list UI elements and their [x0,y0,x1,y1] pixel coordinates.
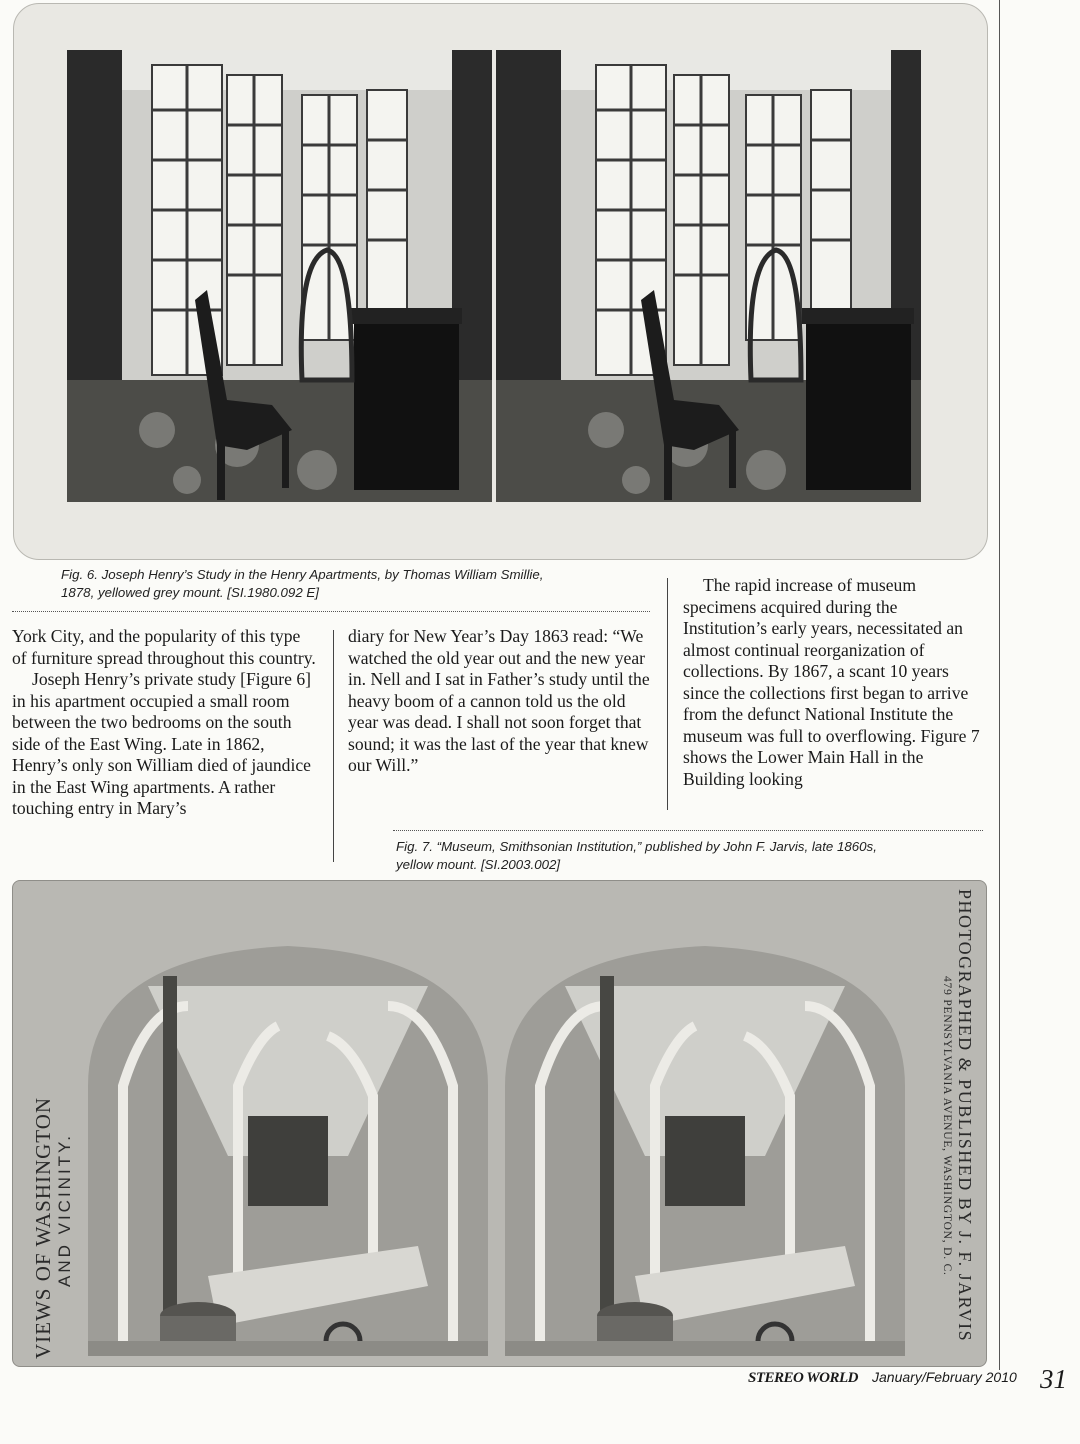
figure-7-left-photo [88,946,488,1356]
paragraph: Joseph Henry’s private study [Figure 6] in his apartment occupied a small room between the two bedrooms on the south side of the East Wing. Late in 1862, Henry’s only son William died of jaundice in the East Wing apartments. A rather touching entry in Mary’s [12,669,312,818]
article-column-3 [683,575,985,790]
figure-7-caption-line2: yellow mount. [SI.2003.002] [396,857,561,872]
issue-date: January/February 2010 [872,1369,1017,1385]
card-right-title: PHOTOGRAPHED & PUBLISHED BY J. F. JARVIS [955,889,975,1343]
figure-7-right-photo [505,946,905,1356]
figure-6-right-photo [496,50,921,502]
column-rule-3 [667,578,668,810]
card-left-subtitle: AND VICINITY. [55,1133,74,1287]
magazine-name: STEREO WORLD [748,1370,859,1386]
figure-7-caption-line1: Fig. 7. “Museum, Smithsonian Institution,” published by John F. Jarvis, late 1860s, [396,839,877,854]
paragraph: York City, and the popularity of this type of furniture spread throughout this country. [12,626,316,668]
page-number: 31 [1040,1364,1067,1394]
figure-6-caption-line1: Fig. 6. Joseph Henry’s Study in the Henry Apartments, by Thomas William Smillie, [61,567,544,582]
figure-7-stereo-card [12,880,987,1367]
article-column-2 [348,626,654,777]
figure-6-caption-line2: 1878, yellowed grey mount. [SI.1980.092 E] [61,585,319,600]
page-footer [748,1369,1017,1399]
page-edge-rule [999,0,1000,1370]
paragraph: The rapid increase of museum specimens acquired during the Institution’s early years, necessitated an almost continual reorganization of collections. By 1867, a scant 10 years since the collections first began to arrive from the defunct National Institute the museum was full to overflowing. Figure 7 shows the Lower Main Hall in the Building looking [683,575,980,789]
card-right-address: 479 PENNSYLVANIA AVENUE, WASHINGTON, D. C. [941,976,953,1276]
card-left-title: VIEWS OF WASHINGTON [31,1096,55,1359]
article-column-1 [12,626,316,820]
paragraph: diary for New Year’s Day 1863 read: “We watched the old year out and the new year in. Nell and I sat in Father’s study until the heavy boom of a cannon told us the old year was dead. I shall not soon forget that sound; it was the last of the year that knew our Will.” [348,626,650,775]
figure-6-left-photo [67,50,492,502]
figure-7-caption-divider [393,830,983,831]
figure-6-caption [61,566,651,602]
column-rule-2 [333,630,334,862]
figure-6-caption-divider [12,611,650,612]
figure-7-caption [396,838,986,874]
